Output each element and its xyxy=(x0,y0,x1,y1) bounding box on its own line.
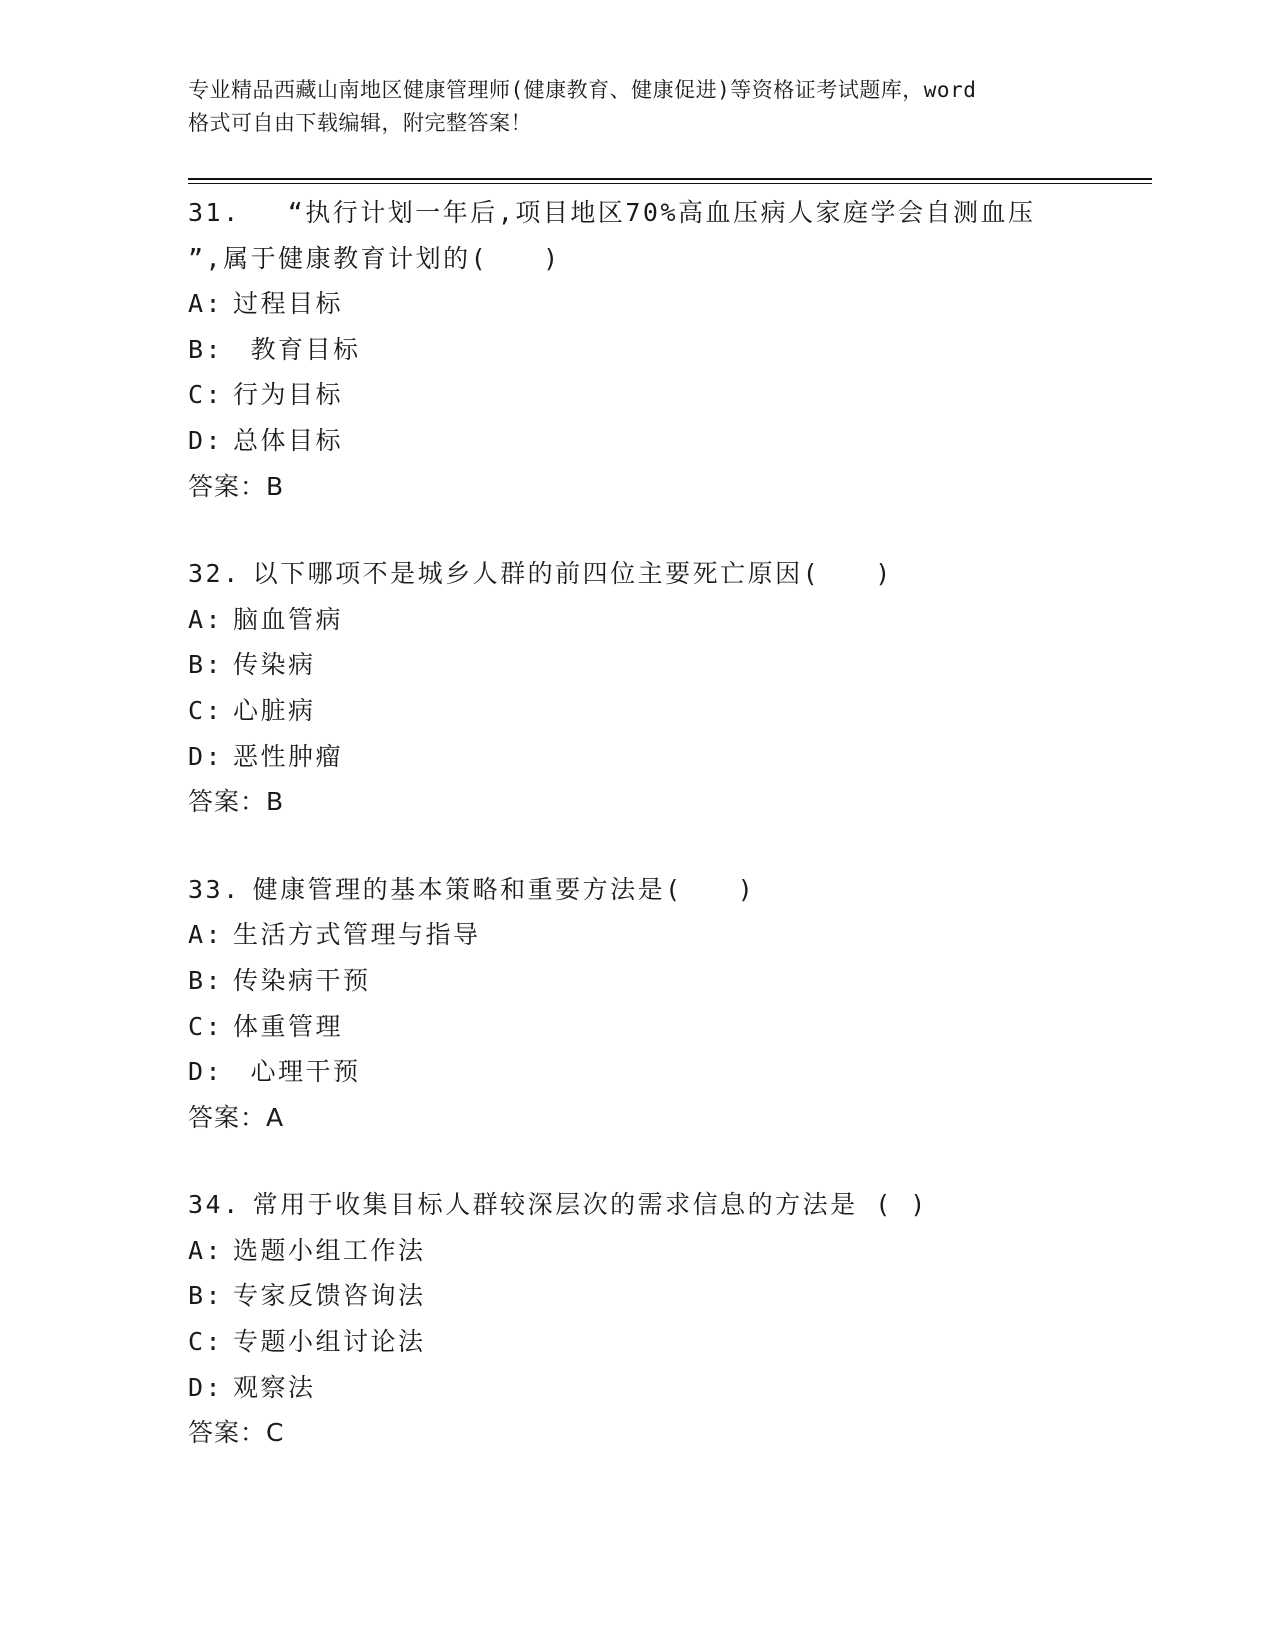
page-header xyxy=(188,74,1108,140)
option-a xyxy=(188,597,1148,643)
option-text: 传染病 xyxy=(233,650,316,680)
question-32 xyxy=(188,551,1148,825)
option-letter: B: xyxy=(188,1281,224,1311)
question-stem xyxy=(188,1182,1148,1228)
option-d xyxy=(188,1049,1148,1095)
option-c xyxy=(188,1004,1148,1050)
option-c xyxy=(188,688,1148,734)
question-number: 33. xyxy=(188,874,241,904)
option-letter: C: xyxy=(188,380,224,410)
header-line-1: 专业精品西藏山南地区健康管理师(健康教育、健康促进)等资格证考试题库，word xyxy=(188,78,977,102)
option-text: 体重管理 xyxy=(233,1011,344,1041)
option-text: 恶性肿瘤 xyxy=(233,741,344,771)
option-d xyxy=(188,734,1148,780)
option-letter: D: xyxy=(188,741,224,771)
header-divider-thin xyxy=(188,183,1152,184)
question-text-line-1: 常用于收集目标人群较深层次的需求信息的方法是 ( ) xyxy=(252,1190,928,1220)
option-b xyxy=(188,327,1148,373)
option-text: 生活方式管理与指导 xyxy=(233,920,481,950)
option-letter: B: xyxy=(188,334,224,364)
question-stem xyxy=(188,867,1148,913)
question-text-line-2: ”,属于健康教育计划的( ) xyxy=(188,243,561,273)
question-list xyxy=(188,190,1148,1498)
option-letter: C: xyxy=(188,1327,224,1357)
option-letter: A: xyxy=(188,1235,224,1265)
option-text: 过程目标 xyxy=(233,289,344,319)
option-text: 心脏病 xyxy=(233,695,316,725)
option-text: 心理干预 xyxy=(233,1057,361,1087)
option-letter: D: xyxy=(188,425,224,455)
question-number: 32. xyxy=(188,559,241,589)
option-text: 观察法 xyxy=(233,1372,316,1402)
option-letter: A: xyxy=(188,289,224,319)
option-a xyxy=(188,912,1148,958)
option-c xyxy=(188,372,1148,418)
question-stem xyxy=(188,190,1148,281)
option-text: 行为目标 xyxy=(233,380,344,410)
answer-line: 答案：A xyxy=(188,1102,285,1132)
answer-line: 答案：B xyxy=(188,787,285,817)
option-letter: C: xyxy=(188,695,224,725)
option-text: 专题小组讨论法 xyxy=(233,1327,426,1357)
option-a xyxy=(188,1228,1148,1274)
answer-line: 答案：C xyxy=(188,1418,285,1448)
question-31 xyxy=(188,190,1148,509)
question-stem xyxy=(188,551,1148,597)
option-a xyxy=(188,281,1148,327)
option-d xyxy=(188,1365,1148,1411)
question-34 xyxy=(188,1182,1148,1456)
option-letter: C: xyxy=(188,1011,224,1041)
option-letter: B: xyxy=(188,965,224,995)
answer-line: 答案：B xyxy=(188,471,285,501)
option-c xyxy=(188,1319,1148,1365)
option-text: 教育目标 xyxy=(233,334,361,364)
header-line-2: 格式可自由下载编辑，附完整答案！ xyxy=(188,111,532,135)
question-33 xyxy=(188,867,1148,1141)
option-letter: D: xyxy=(188,1057,224,1087)
option-text: 选题小组工作法 xyxy=(233,1235,426,1265)
option-letter: A: xyxy=(188,920,224,950)
header-divider-thick xyxy=(188,178,1152,180)
question-number: 31. xyxy=(188,198,241,227)
question-number: 34. xyxy=(188,1190,241,1220)
question-text-line-1: 以下哪项不是城乡人群的前四位主要死亡原因( ) xyxy=(252,559,893,589)
option-text: 总体目标 xyxy=(233,425,344,455)
option-text: 脑血管病 xyxy=(233,604,344,634)
question-text-line-1: “执行计划一年后,项目地区70%高血压病人家庭学会自测血压 xyxy=(252,198,1036,227)
option-b xyxy=(188,1273,1148,1319)
option-letter: D: xyxy=(188,1372,224,1402)
option-b xyxy=(188,958,1148,1004)
option-d xyxy=(188,418,1148,464)
option-text: 传染病干预 xyxy=(233,965,371,995)
option-letter: B: xyxy=(188,650,224,680)
option-text: 专家反馈咨询法 xyxy=(233,1281,426,1311)
option-b xyxy=(188,642,1148,688)
option-letter: A: xyxy=(188,604,224,634)
question-text-line-1: 健康管理的基本策略和重要方法是( ) xyxy=(252,874,756,904)
